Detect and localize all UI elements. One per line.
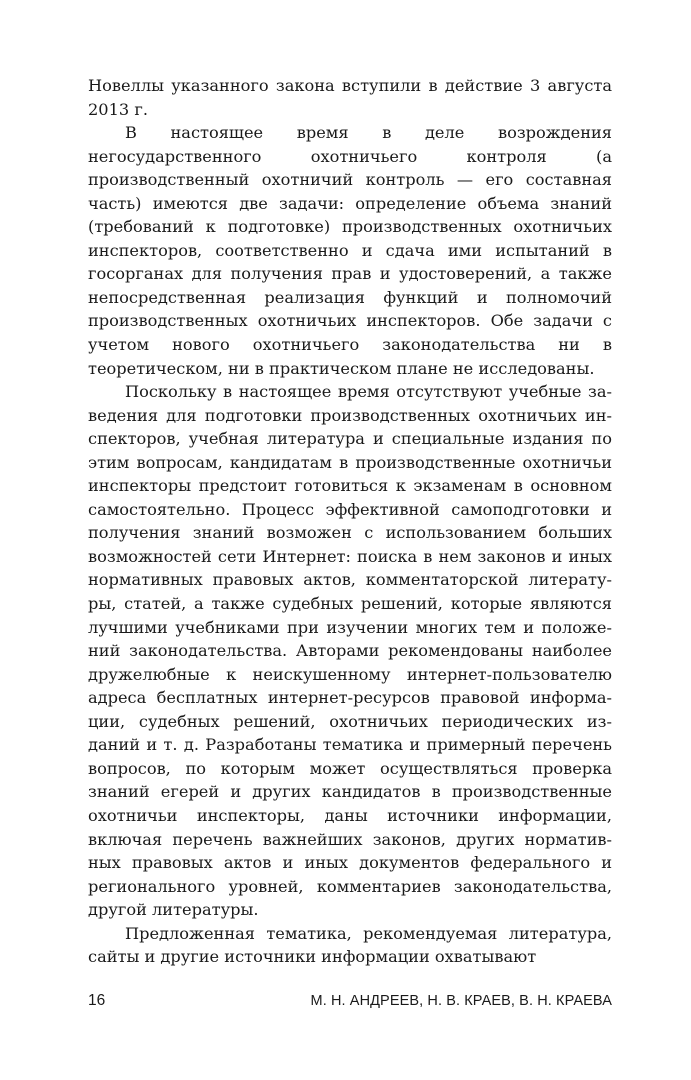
paragraph: Предложенная тематика, рекомендуемая литература, сайты и другие источники информации охватывают (88, 923, 612, 967)
paragraph-continuation: Новеллы указанного закона вступили в действие 3 августа 2013 г. (88, 76, 612, 119)
page-footer (88, 992, 612, 1014)
paragraph: Поскольку в настоящее время отсутствуют учебные заведения для подготовки производственных охотничьих инспекторов, учебная литература и специальные издания по этим вопросам, кандидатам в производственные охотничьи инспекторы предстоит готовиться к экзаменам в основном самостоятельно. Процесс эффективной самоподготовки и получения знаний возможен с использованием больших возможностей сети Интернет: поиска в нем законов и иных нормативных правовых актов, комментаторской литературы, статей, а также судебных решений, которые являются лучшими учебниками при изучении многих тем и положений законодательства. Авторами рекомендованы наиболее дружелюбные к неискушенному интернет-пользователю адреса бесплатных интернет-ресурсов правовой информации, судебных решений, охотничьих периодических изданий и т. д. Разработаны тематика и примерный перечень вопросов, по которым может осуществляться проверка знаний егерей и других кандидатов в производственные охотничьи инспекторы, даны источники информации, включая перечень важнейших законов, других нормативных правовых актов и иных документов федерального и регионального уровней, комментариев законодательства, другой литературы. (88, 382, 612, 920)
running-footer-authors: М. Н. АНДРЕЕВ, Н. В. КРАЕВ, В. Н. КРАЕВА (310, 993, 612, 1009)
page-number: 16 (88, 992, 106, 1009)
paragraph: В настоящее время в деле возрождения негосударственного охотничьего контроля (а производственный охотничий контроль — его составная часть) имеются две задачи: определение объема знаний (требований к подготовке) производственных охотничьих инспекторов, соответственно и сдача ими испытаний в госорганах для получения прав и удостоверений, а также непосредственная реализация функций и полномочий производственных охотничьих инспекторов. Обе задачи с учетом нового охотничьего законодательства ни в теоретическом, ни в практическом плане не исследованы. (88, 123, 612, 378)
page-body-text (88, 74, 612, 969)
